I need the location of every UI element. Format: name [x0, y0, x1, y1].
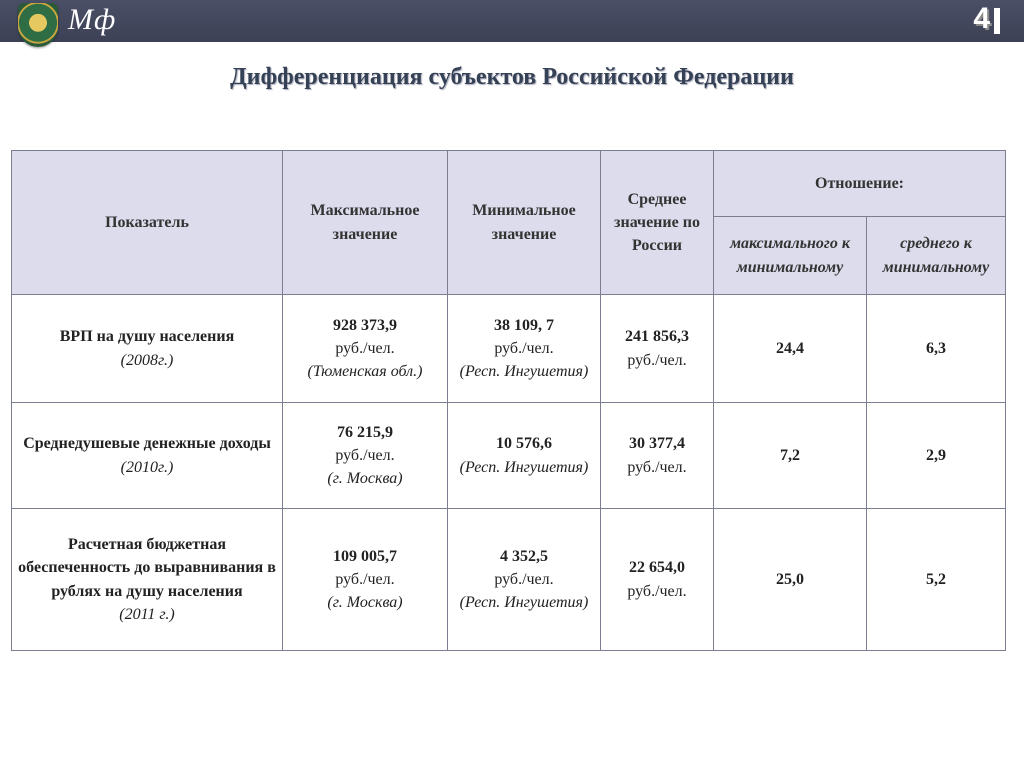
avg-value: 22 654,0: [629, 559, 685, 577]
avg-cell: [601, 295, 714, 403]
ratio-avg-min-cell: 5,2: [867, 509, 1006, 651]
logo-emblem-icon: [18, 3, 58, 47]
header-indicator: Показатель: [12, 151, 283, 295]
ratio-max-min-cell: 25,0: [714, 509, 867, 651]
min-region: (Респ. Ингушетия): [459, 363, 589, 381]
table-row: [12, 295, 1006, 403]
data-table: [11, 150, 1006, 651]
header-max: Максимальное значение: [283, 151, 448, 295]
min-cell: [448, 509, 601, 651]
header-min: Минимальное значение: [448, 151, 601, 295]
avg-cell: [601, 509, 714, 651]
min-cell: [448, 295, 601, 403]
header-ratio: Отношение:: [714, 151, 1006, 217]
table-row: [12, 403, 1006, 509]
min-region: (Респ. Ингушетия): [459, 594, 589, 612]
max-value: 928 373,9: [333, 316, 397, 334]
min-value: 4 352,5: [500, 547, 548, 565]
avg-unit: руб./чел.: [627, 458, 687, 476]
slide-title: Дифференциация субъектов Российской Федерации: [230, 64, 794, 90]
ratio-max-min-cell: 24,4: [714, 295, 867, 403]
min-value: 38 109, 7: [494, 316, 554, 334]
max-region: (г. Москва): [327, 470, 403, 488]
max-region: (Тюменская обл.): [307, 363, 423, 381]
max-region: (г. Москва): [327, 594, 403, 612]
max-value: 109 005,7: [333, 547, 397, 565]
min-cell: [448, 403, 601, 509]
page-number: 4: [973, 2, 990, 35]
indicator-year: (2010г.): [120, 458, 174, 476]
header-marker: [994, 8, 1000, 34]
indicator-cell: [12, 295, 283, 403]
indicator-cell: [12, 509, 283, 651]
header-row: [12, 151, 1006, 217]
min-value: 10 576,6: [496, 435, 552, 453]
indicator-name: ВРП на душу населения: [59, 328, 235, 346]
avg-cell: [601, 403, 714, 509]
indicator-name: Среднедушевые денежные доходы: [23, 435, 271, 453]
max-unit: руб./чел.: [335, 570, 395, 588]
min-unit: руб./чел.: [494, 339, 554, 357]
header-ratio-max-min: максимального к минимальному: [714, 217, 867, 295]
ratio-avg-min-cell: 6,3: [867, 295, 1006, 403]
max-cell: [283, 295, 448, 403]
table-row: [12, 509, 1006, 651]
avg-value: 30 377,4: [629, 435, 685, 453]
indicator-year: (2008г.): [120, 351, 174, 369]
indicator-year: (2011 г.): [119, 605, 175, 623]
brand-text: Мф: [68, 3, 117, 36]
ratio-max-min-cell: 7,2: [714, 403, 867, 509]
max-unit: руб./чел.: [335, 446, 395, 464]
avg-unit: руб./чел.: [627, 351, 687, 369]
indicator-name: Расчетная бюджетная обеспеченность до выравнивания в рублях на душу населения: [18, 536, 276, 600]
max-value: 76 215,9: [337, 423, 393, 441]
header-avg: Среднее значение по России: [601, 151, 714, 295]
max-unit: руб./чел.: [335, 339, 395, 357]
ratio-avg-min-cell: 2,9: [867, 403, 1006, 509]
indicator-cell: [12, 403, 283, 509]
header-bar: [0, 0, 1024, 42]
avg-value: 241 856,3: [625, 328, 689, 346]
max-cell: [283, 509, 448, 651]
avg-unit: руб./чел.: [627, 582, 687, 600]
min-region: (Респ. Ингушетия): [459, 458, 589, 476]
min-unit: руб./чел.: [494, 570, 554, 588]
max-cell: [283, 403, 448, 509]
header-ratio-avg-min: среднего к минимальному: [867, 217, 1006, 295]
